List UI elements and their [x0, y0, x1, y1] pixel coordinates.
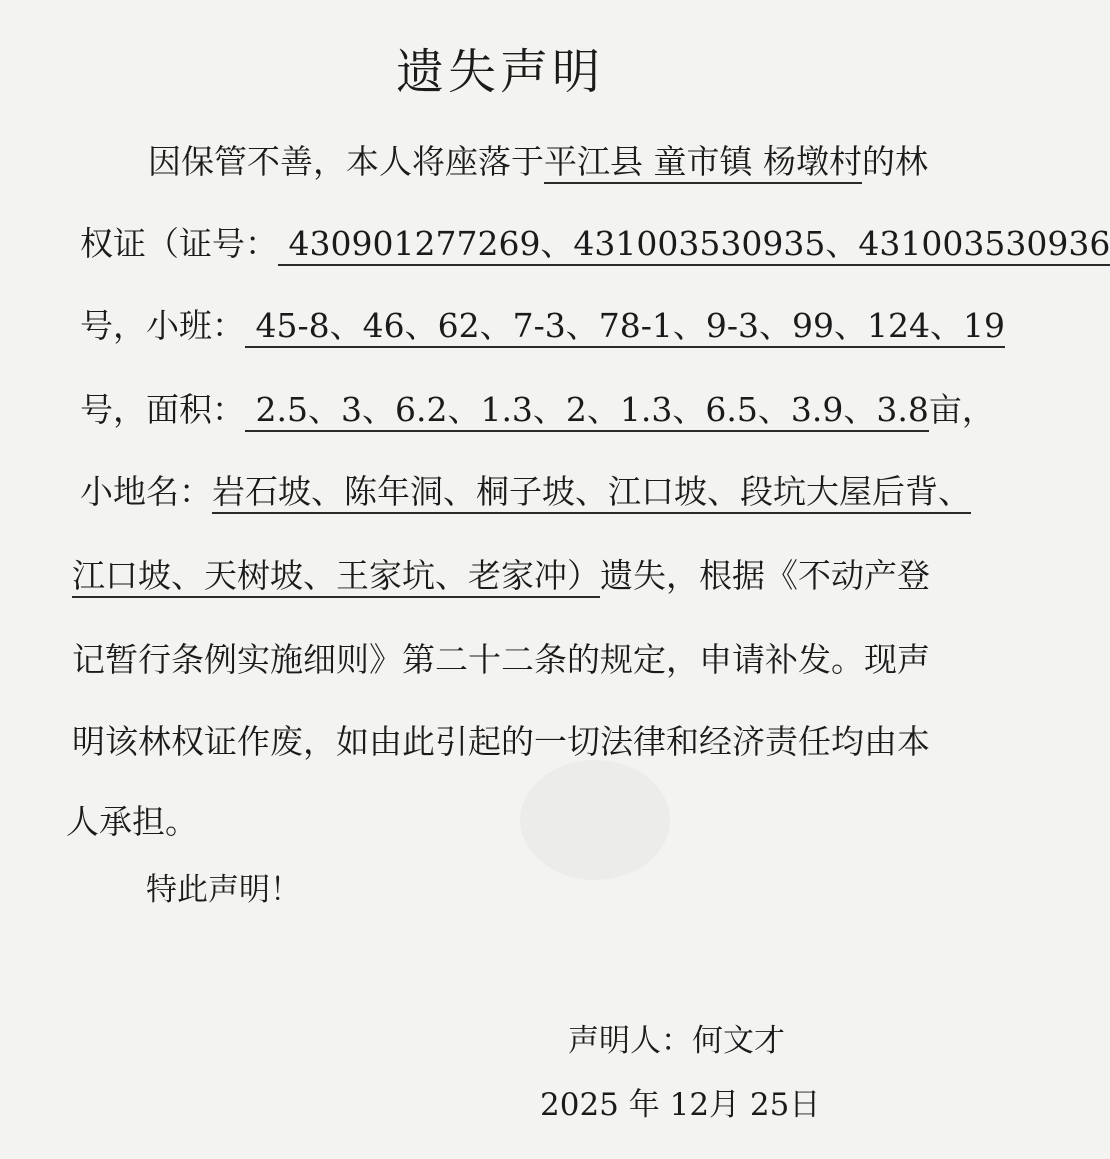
place-names-underlined-cont: 江口坡、天树坡、王家坑、老家冲） — [72, 556, 600, 598]
place-names-underlined: 岩石坡、陈年洞、桐子坡、江口坡、段坑大屋后背、 — [212, 472, 971, 514]
paper-smudge — [520, 760, 670, 880]
declaration-date: 2025 年 12月 25日 — [540, 1087, 821, 1123]
body-line-5 — [80, 470, 971, 514]
line-1-text: 因保管不善，本人将座落于 — [148, 142, 544, 181]
body-line-8: 明该林权证作废，如由此引起的一切法律和经济责任均由本 — [72, 722, 930, 761]
areas-underlined: 2.5、3、6.2、1.3、2、1.3、6.5、3.9、3.8 — [245, 390, 929, 432]
certificate-numbers-underlined: 430901277269、431003530935、431003530936 — [278, 224, 1110, 266]
subcompartments-underlined: 45-8、46、62、7-3、78-1、9-3、99、124、19 — [245, 306, 1005, 348]
body-line-4 — [80, 388, 995, 432]
body-line-6 — [72, 554, 930, 598]
line-5-text: 小地名： — [80, 472, 212, 511]
closing-statement: 特此声明！ — [146, 872, 301, 908]
location-underlined: 平江县 童市镇 杨墩村 — [544, 142, 862, 184]
line-3-text: 号，小班： — [80, 306, 245, 345]
document-title: 遗失声明 — [395, 44, 604, 100]
body-line-1 — [148, 140, 928, 184]
body-line-7: 记暂行条例实施细则》第二十二条的规定，申请补发。现声 — [72, 640, 930, 679]
declarant-name: 声明人：何文才 — [568, 1023, 785, 1059]
body-line-3 — [80, 304, 1005, 348]
line-2-text: 权证（证号： — [80, 224, 278, 263]
line-4-text: 号，面积： — [80, 390, 245, 429]
body-line-9: 人承担。 — [66, 802, 198, 841]
line-1-tail: 的林 — [861, 142, 928, 181]
line-6-tail: 遗失，根据《不动产登 — [600, 556, 930, 595]
body-line-2 — [80, 222, 1110, 266]
line-4-tail: 亩， — [928, 390, 995, 429]
